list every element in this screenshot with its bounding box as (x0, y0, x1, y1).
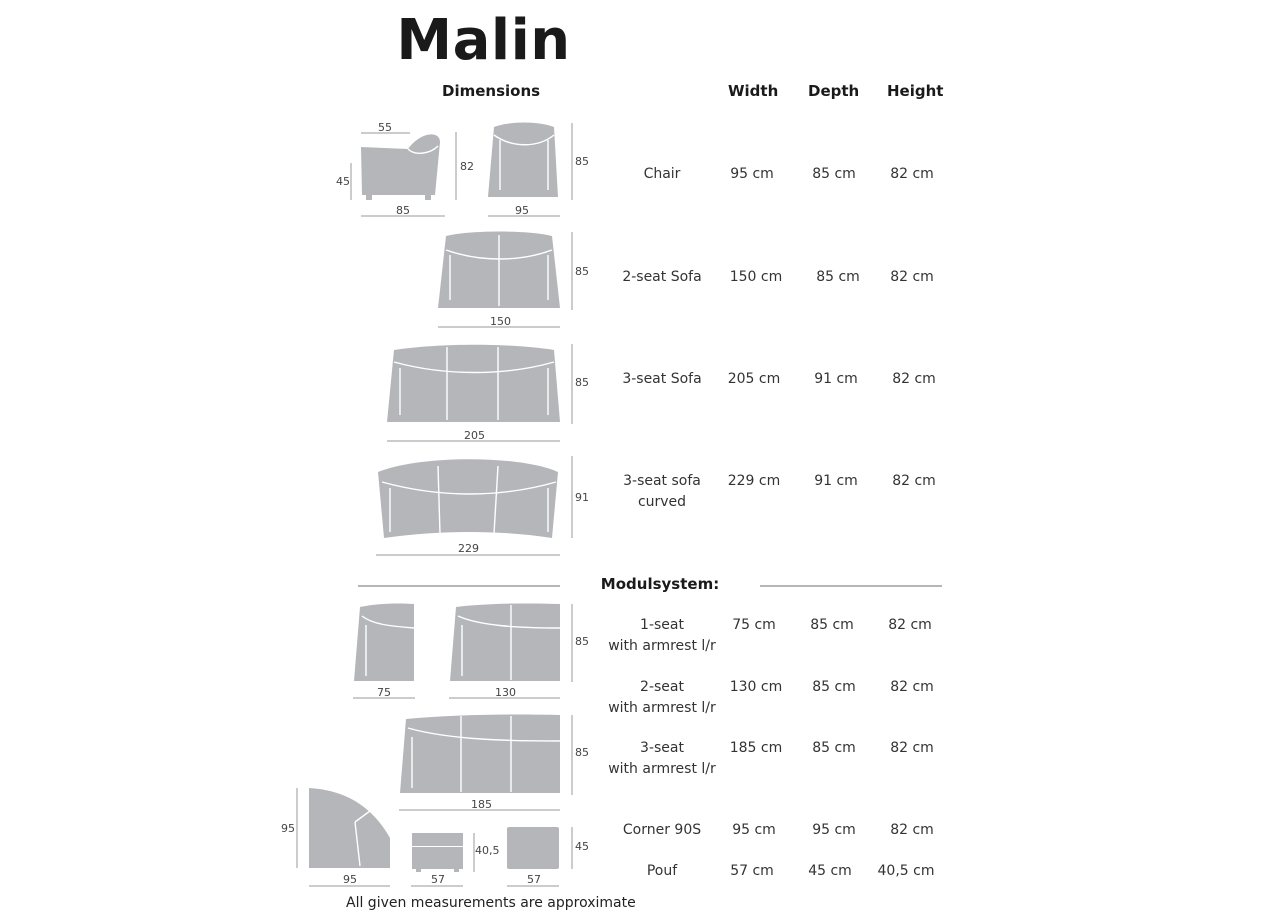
row-name (597, 471, 727, 513)
dim-label: 229 (458, 542, 479, 555)
dim-label: 85 (396, 204, 410, 217)
row-height: 82 cm (888, 617, 932, 633)
row-name-line2: with armrest l/r (608, 700, 716, 716)
dim-label: 95 (343, 873, 357, 886)
row-height: 82 cm (890, 269, 934, 285)
dim-label: 40,5 (475, 844, 500, 857)
dim-label: 55 (378, 121, 392, 134)
dim-label: 45 (575, 840, 589, 853)
page-title: Malin (396, 8, 571, 73)
row-depth: 85 cm (812, 166, 856, 182)
row-height: 82 cm (890, 822, 934, 838)
dim-label: 75 (377, 686, 391, 699)
dim-label: 150 (490, 315, 511, 328)
dimensions-header: Dimensions (442, 82, 541, 100)
row-depth: 91 cm (814, 371, 858, 387)
row-width: 205 cm (727, 371, 781, 387)
row-name (597, 615, 727, 657)
row-name: Chair (643, 166, 681, 182)
dim-label: 85 (575, 376, 589, 389)
row-width: 75 cm (732, 617, 776, 633)
row-name-line1: 3-seat (640, 740, 684, 756)
row-name: 3-seat Sofa (622, 371, 702, 387)
dim-label: 130 (495, 686, 516, 699)
row-depth: 95 cm (812, 822, 856, 838)
row-name (597, 738, 727, 780)
row-width: 95 cm (730, 166, 774, 182)
corner-drawing (297, 788, 390, 886)
row-name: 2-seat Sofa (622, 269, 702, 285)
sofa-curved-drawing (376, 456, 572, 555)
row-name-line1: 1-seat (640, 617, 684, 633)
row-name-line2: with armrest l/r (608, 638, 716, 654)
row-width: 150 cm (729, 269, 783, 285)
row-width: 130 cm (729, 679, 783, 695)
row-name-line1: 2-seat (640, 679, 684, 695)
row-height: 82 cm (892, 473, 936, 489)
row-height: 82 cm (890, 166, 934, 182)
row-depth: 85 cm (812, 679, 856, 695)
dim-label: 85 (575, 155, 589, 168)
row-depth: 91 cm (814, 473, 858, 489)
row-depth: 85 cm (812, 740, 856, 756)
row-width: 57 cm (730, 863, 774, 879)
sofa3-drawing (387, 344, 572, 441)
modulsystem-heading: Modulsystem: (560, 575, 760, 593)
mod1-drawing (353, 603, 415, 698)
dim-label: 85 (575, 746, 589, 759)
row-height: 82 cm (892, 371, 936, 387)
dim-label: 45 (336, 175, 350, 188)
mod2-drawing (449, 603, 572, 698)
dim-label: 85 (575, 635, 589, 648)
row-name: Pouf (646, 863, 678, 879)
height-header: Height (887, 82, 944, 100)
sofa2-drawing (438, 232, 572, 328)
dim-label: 185 (471, 798, 492, 811)
row-name-line2: curved (637, 494, 687, 510)
chair-front-drawing (488, 123, 572, 217)
row-depth: 45 cm (808, 863, 852, 879)
row-depth: 85 cm (816, 269, 860, 285)
mod3-drawing (399, 714, 572, 810)
dim-label: 82 (460, 160, 474, 173)
dim-label: 85 (575, 265, 589, 278)
row-height: 82 cm (890, 679, 934, 695)
row-depth: 85 cm (810, 617, 854, 633)
row-height: 82 cm (890, 740, 934, 756)
width-header: Width (728, 82, 779, 100)
dim-label: 57 (431, 873, 445, 886)
row-name (597, 677, 727, 719)
row-width: 95 cm (732, 822, 776, 838)
depth-header: Depth (808, 82, 860, 100)
dim-label: 205 (464, 429, 485, 442)
row-name: Corner 90S (622, 822, 702, 838)
row-name-line1: 3-seat sofa (623, 473, 701, 489)
row-width: 229 cm (727, 473, 781, 489)
dim-label: 95 (515, 204, 529, 217)
dim-label: 91 (575, 491, 589, 504)
dim-label: 95 (281, 822, 295, 835)
row-name-line2: with armrest l/r (608, 761, 716, 777)
row-width: 185 cm (729, 740, 783, 756)
footnote: All given measurements are approximate (346, 895, 636, 911)
dim-label: 57 (527, 873, 541, 886)
row-height: 40,5 cm (877, 863, 935, 879)
